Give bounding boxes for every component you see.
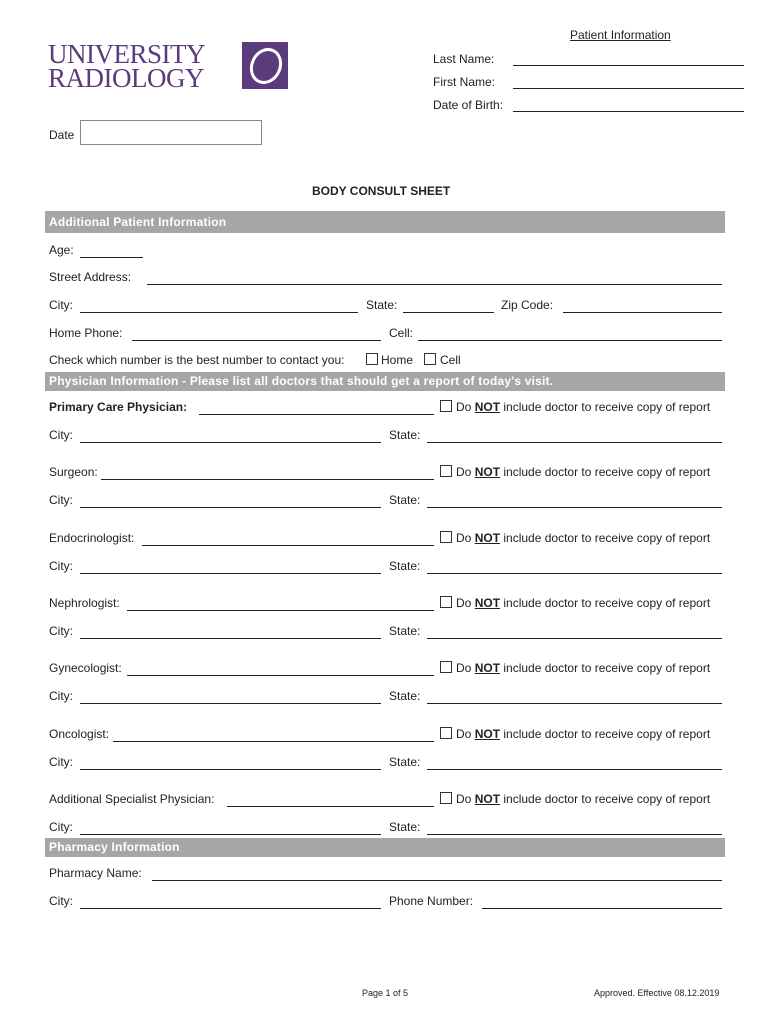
city-label: City: xyxy=(49,298,73,312)
exclude-doctor-checkbox[interactable] xyxy=(440,596,452,608)
physician-label: Primary Care Physician: xyxy=(49,400,188,414)
exclude-doctor-label xyxy=(456,400,710,414)
physician-city-field[interactable] xyxy=(80,703,381,704)
last-name-field[interactable] xyxy=(513,65,744,66)
street-label: Street Address: xyxy=(49,270,132,284)
physician-state-label: State: xyxy=(389,428,421,442)
physician-name-field[interactable] xyxy=(227,806,434,807)
physician-city-label: City: xyxy=(49,493,73,507)
street-field[interactable] xyxy=(147,284,722,285)
section-additional-header: Additional Patient Information xyxy=(45,211,725,233)
age-label: Age: xyxy=(49,243,74,257)
physician-state-field[interactable] xyxy=(427,573,722,574)
exclude-prefix: Do xyxy=(456,531,472,545)
physician-city-label: City: xyxy=(49,428,73,442)
physician-state-field[interactable] xyxy=(427,703,722,704)
date-label: Date xyxy=(49,128,75,142)
pharmacy-phone-label: Phone Number: xyxy=(389,894,474,908)
physician-city-field[interactable] xyxy=(80,507,381,508)
logo-radiology: RADIOLOGY xyxy=(48,63,204,93)
section-pharmacy-header: Pharmacy Information xyxy=(45,838,725,857)
exclude-suffix: include doctor to receive copy of report xyxy=(503,531,711,545)
physician-name-field[interactable] xyxy=(127,610,434,611)
age-field[interactable] xyxy=(80,257,143,258)
physician-city-field[interactable] xyxy=(80,638,381,639)
exclude-not: NOT xyxy=(474,465,501,479)
physician-state-label: State: xyxy=(389,755,421,769)
exclude-not: NOT xyxy=(474,661,501,675)
physician-label: Additional Specialist Physician: xyxy=(49,792,215,806)
exclude-suffix: include doctor to receive copy of report xyxy=(503,792,711,806)
physician-city-label: City: xyxy=(49,820,73,834)
exclude-not: NOT xyxy=(474,400,501,414)
first-name-label: First Name: xyxy=(433,75,496,89)
physician-city-field[interactable] xyxy=(80,769,381,770)
home-phone-field[interactable] xyxy=(132,340,381,341)
physician-state-label: State: xyxy=(389,559,421,573)
physician-label: Nephrologist: xyxy=(49,596,120,610)
exclude-doctor-label xyxy=(456,661,710,675)
exclude-prefix: Do xyxy=(456,661,472,675)
exclude-prefix: Do xyxy=(456,596,472,610)
exclude-prefix: Do xyxy=(456,792,472,806)
approval-note: Approved. Effective 08.12.2019 xyxy=(594,988,720,998)
zip-label: Zip Code: xyxy=(501,298,554,312)
exclude-doctor-checkbox[interactable] xyxy=(440,792,452,804)
physician-city-label: City: xyxy=(49,624,73,638)
home-phone-label: Home Phone: xyxy=(49,326,123,340)
physician-label: Surgeon: xyxy=(49,465,98,479)
physician-state-label: State: xyxy=(389,689,421,703)
exclude-not: NOT xyxy=(474,596,501,610)
pharmacy-city-label: City: xyxy=(49,894,73,908)
exclude-doctor-label xyxy=(456,596,710,610)
exclude-doctor-checkbox[interactable] xyxy=(440,661,452,673)
form-title: BODY CONSULT SHEET xyxy=(312,184,451,198)
cell-checkbox[interactable] xyxy=(424,353,436,365)
physician-state-label: State: xyxy=(389,624,421,638)
pharmacy-phone-field[interactable] xyxy=(482,908,722,909)
exclude-not: NOT xyxy=(474,792,501,806)
physician-label: Gynecologist: xyxy=(49,661,122,675)
exclude-doctor-label xyxy=(456,727,710,741)
physician-city-field[interactable] xyxy=(80,834,381,835)
exclude-doctor-checkbox[interactable] xyxy=(440,465,452,477)
exclude-suffix: include doctor to receive copy of report xyxy=(503,400,711,414)
exclude-prefix: Do xyxy=(456,400,472,414)
physician-state-label: State: xyxy=(389,820,421,834)
cell-field[interactable] xyxy=(418,340,722,341)
logo-university: UNIVERSITY xyxy=(48,39,205,69)
exclude-doctor-checkbox[interactable] xyxy=(440,400,452,412)
dob-label: Date of Birth: xyxy=(433,98,504,112)
exclude-suffix: include doctor to receive copy of report xyxy=(503,465,711,479)
physician-city-field[interactable] xyxy=(80,573,381,574)
physician-city-field[interactable] xyxy=(80,442,381,443)
home-checkbox[interactable] xyxy=(366,353,378,365)
exclude-prefix: Do xyxy=(456,727,472,741)
physician-state-field[interactable] xyxy=(427,442,722,443)
exclude-suffix: include doctor to receive copy of report xyxy=(503,727,711,741)
state-field[interactable] xyxy=(403,312,494,313)
last-name-label: Last Name: xyxy=(433,52,495,66)
exclude-doctor-label xyxy=(456,531,710,545)
state-label: State: xyxy=(366,298,398,312)
exclude-not: NOT xyxy=(474,727,501,741)
exclude-doctor-checkbox[interactable] xyxy=(440,727,452,739)
physician-city-label: City: xyxy=(49,755,73,769)
section-physician-header: Physician Information - Please list all doctors that should get a report of today's visit. xyxy=(45,372,725,391)
cell-label: Cell: xyxy=(389,326,414,340)
physician-name-field[interactable] xyxy=(127,675,434,676)
city-field[interactable] xyxy=(80,312,358,313)
cell-option-label: Cell xyxy=(440,353,461,367)
exclude-doctor-checkbox[interactable] xyxy=(440,531,452,543)
physician-name-field[interactable] xyxy=(113,741,434,742)
page-number: Page 1 of 5 xyxy=(362,988,409,998)
exclude-doctor-label xyxy=(456,465,710,479)
physician-city-label: City: xyxy=(49,689,73,703)
logo-mark-icon xyxy=(242,42,288,89)
date-input-box[interactable] xyxy=(80,120,262,145)
physician-state-field[interactable] xyxy=(427,638,722,639)
exclude-doctor-label xyxy=(456,792,710,806)
exclude-prefix: Do xyxy=(456,465,472,479)
dob-field[interactable] xyxy=(513,111,744,112)
contact-question: Check which number is the best number to contact you: xyxy=(49,353,345,367)
pharmacy-city-field[interactable] xyxy=(80,908,381,909)
physician-city-label: City: xyxy=(49,559,73,573)
exclude-not: NOT xyxy=(474,531,501,545)
first-name-field[interactable] xyxy=(513,88,744,89)
home-option-label: Home xyxy=(381,353,414,367)
pharmacy-name-label: Pharmacy Name: xyxy=(49,866,142,880)
physician-label: Endocrinologist: xyxy=(49,531,135,545)
physician-name-field[interactable] xyxy=(142,545,434,546)
exclude-suffix: include doctor to receive copy of report xyxy=(503,661,711,675)
physician-name-field[interactable] xyxy=(199,414,434,415)
physician-state-field[interactable] xyxy=(427,769,722,770)
zip-field[interactable] xyxy=(563,312,722,313)
patient-info-title: Patient Information xyxy=(570,28,671,42)
physician-state-field[interactable] xyxy=(427,507,722,508)
pharmacy-name-field[interactable] xyxy=(152,880,722,881)
physician-label: Oncologist: xyxy=(49,727,110,741)
physician-state-label: State: xyxy=(389,493,421,507)
exclude-suffix: include doctor to receive copy of report xyxy=(503,596,711,610)
physician-state-field[interactable] xyxy=(427,834,722,835)
physician-name-field[interactable] xyxy=(101,479,434,480)
